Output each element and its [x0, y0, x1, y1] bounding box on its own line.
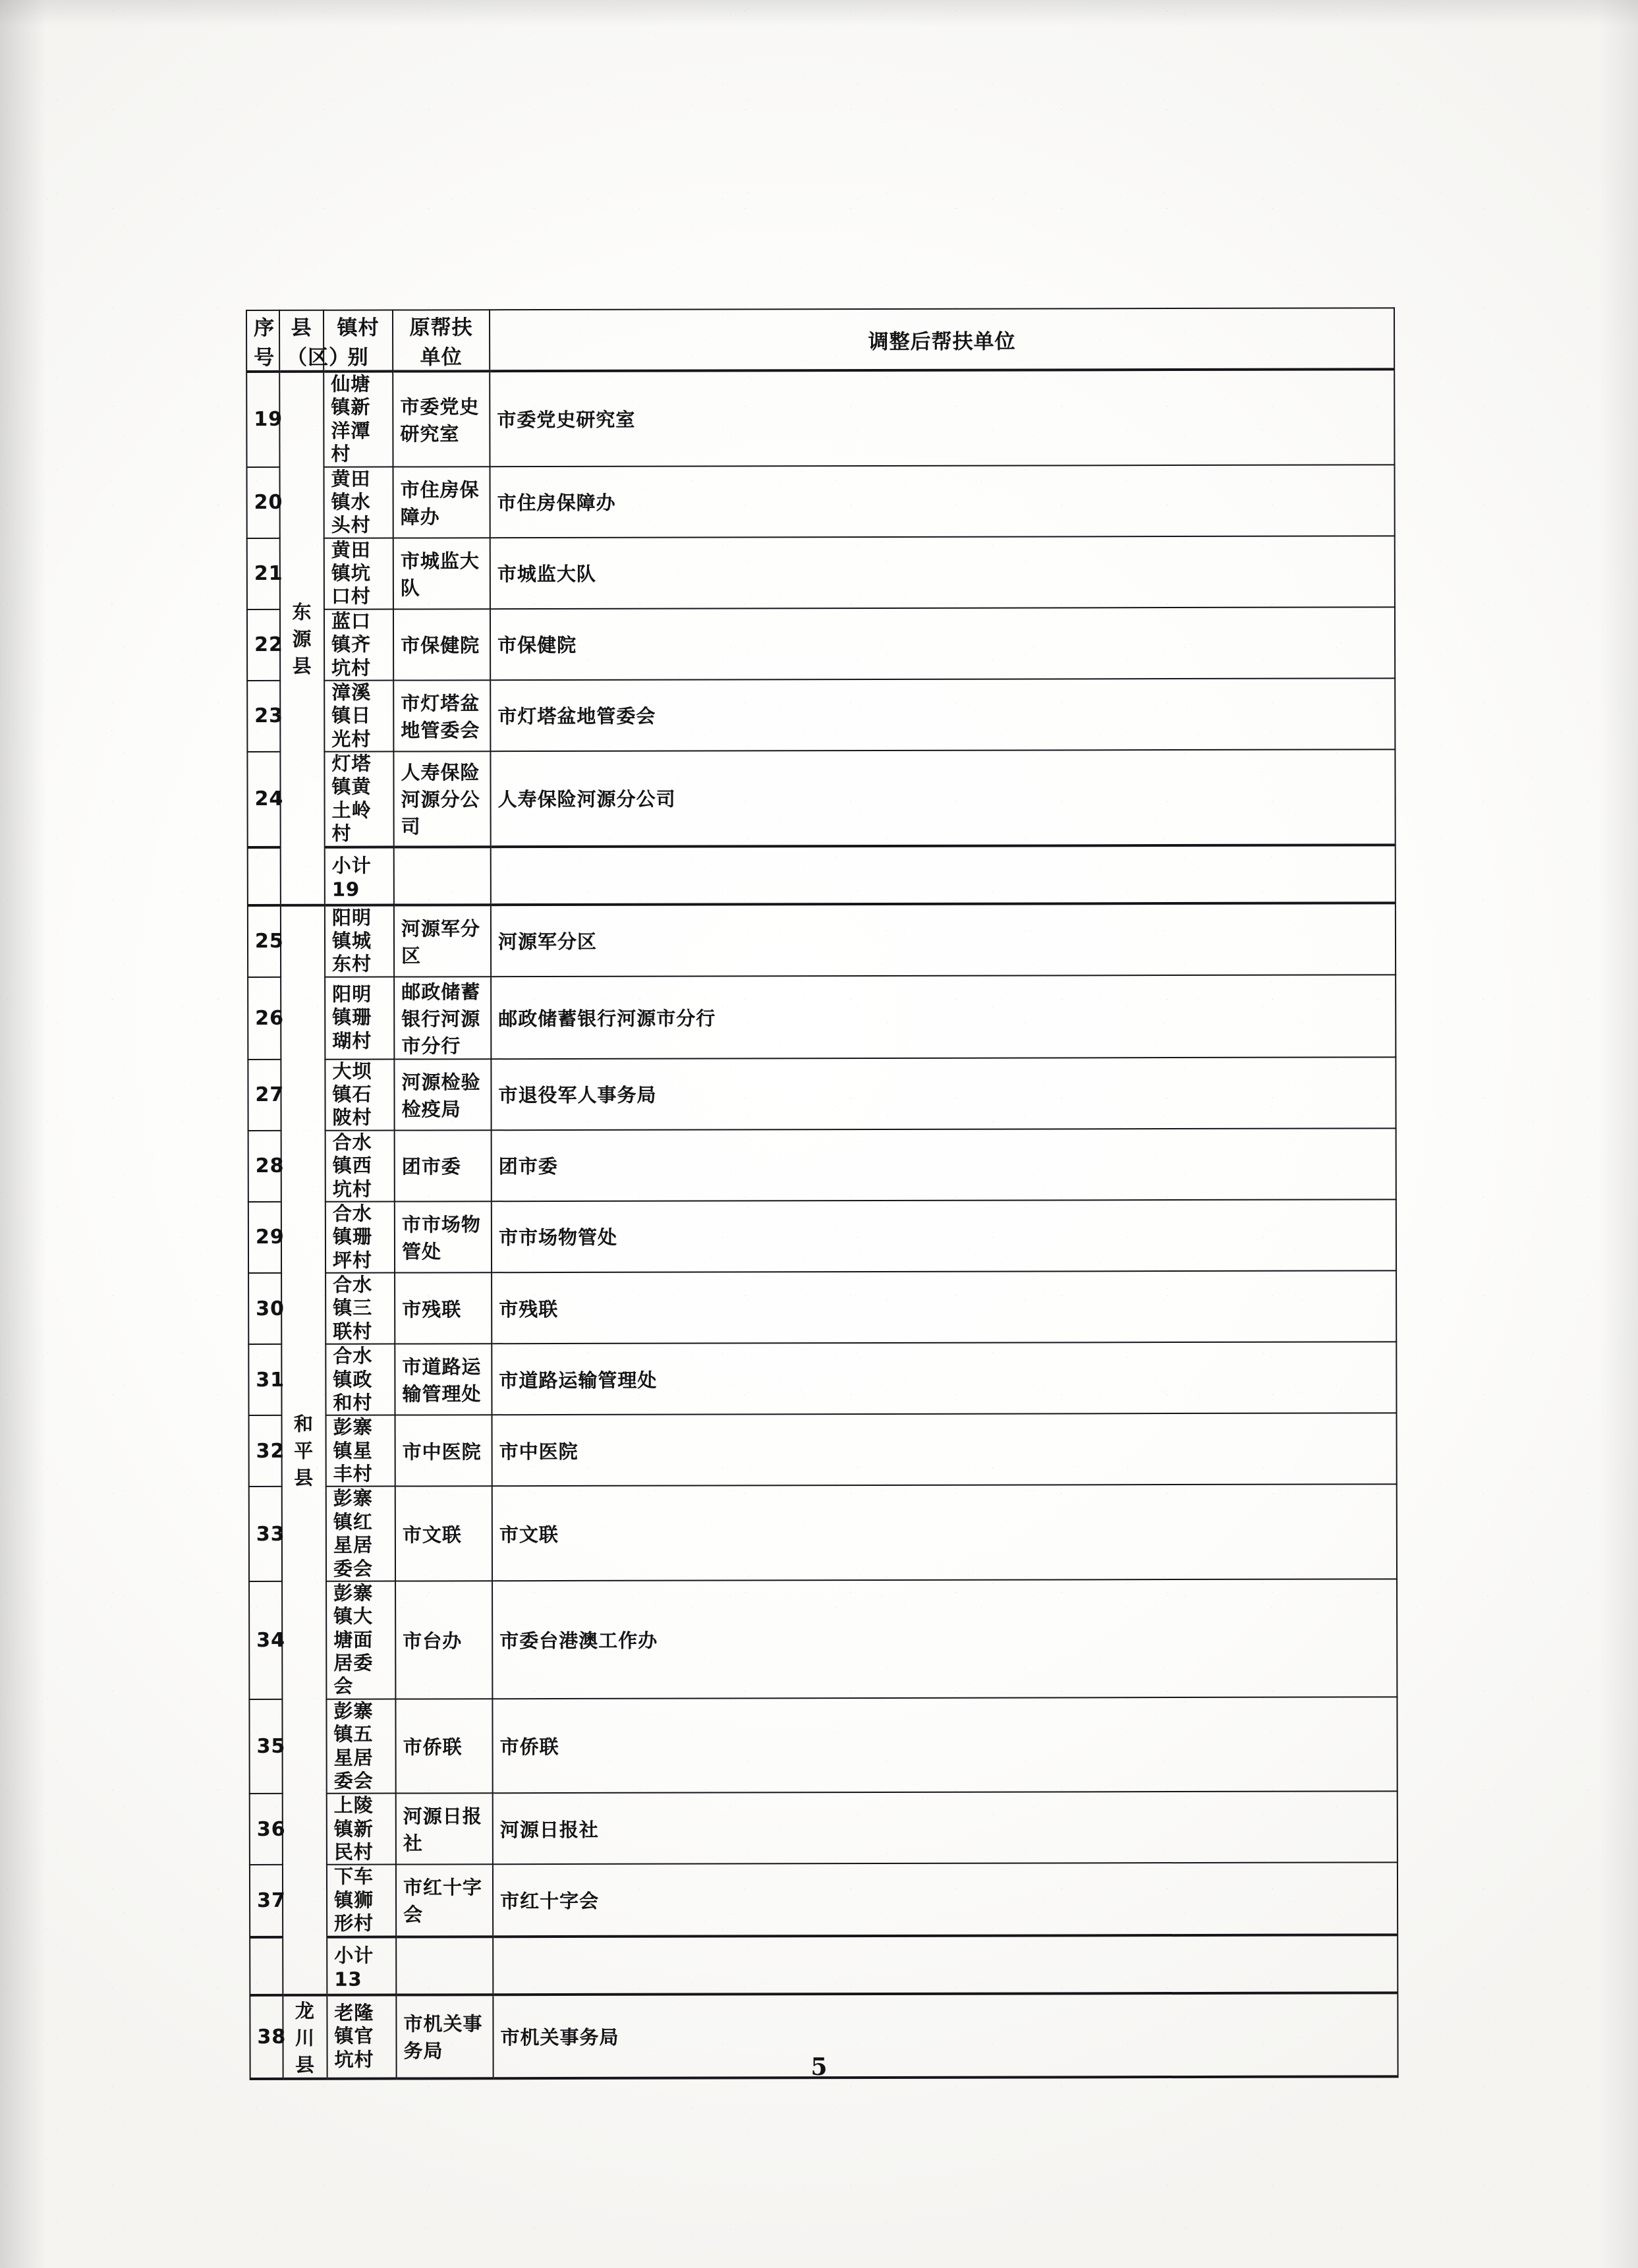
cell-town-village: 蓝口镇齐坑村 — [324, 609, 393, 680]
cell-adjusted-unit: 市委台港澳工作办 — [492, 1579, 1397, 1699]
cell-town-village: 合水镇三联村 — [325, 1273, 395, 1344]
cell-town-village: 彭寨镇五星居委会 — [326, 1699, 395, 1794]
table-row — [248, 1199, 1396, 1273]
cell-town-village: 合水镇珊坪村 — [325, 1201, 395, 1272]
cell-serial-number — [250, 1937, 283, 1995]
cell-original-unit: 河源日报社 — [396, 1793, 493, 1864]
cell-original-unit: 市保健院 — [393, 609, 490, 680]
cell-adjusted-unit — [493, 1935, 1398, 1995]
table-row — [250, 1792, 1398, 1865]
cell-serial-number: 27 — [248, 1060, 281, 1131]
assistance-unit-adjustment-table-container — [246, 307, 1398, 2080]
table-row — [246, 465, 1394, 538]
cell-town-village: 上陵镇新民村 — [327, 1794, 396, 1865]
cell-original-unit: 市文联 — [395, 1487, 492, 1581]
cell-original-unit: 团市委 — [395, 1130, 492, 1201]
cell-serial-number: 35 — [249, 1699, 282, 1794]
table-row — [248, 1270, 1396, 1344]
cell-original-unit: 河源检验检疫局 — [394, 1059, 491, 1130]
cell-adjusted-unit — [491, 845, 1396, 905]
cell-serial-number: 25 — [248, 905, 281, 977]
cell-adjusted-unit: 河源军分区 — [491, 903, 1396, 977]
cell-town-village: 黄田镇水头村 — [324, 467, 393, 538]
table-row — [246, 369, 1394, 467]
assistance-unit-adjustment-table — [246, 307, 1399, 2080]
cell-serial-number: 34 — [249, 1581, 282, 1699]
table-row — [248, 1128, 1396, 1202]
cell-adjusted-unit: 市红十字会 — [493, 1863, 1398, 1937]
table-row — [248, 1057, 1396, 1131]
cell-original-unit: 市灯塔盆地管委会 — [393, 680, 490, 751]
cell-original-unit: 人寿保险河源分公司 — [393, 751, 490, 847]
table-row — [247, 678, 1395, 752]
cell-serial-number: 22 — [247, 610, 280, 681]
cell-serial-number: 31 — [248, 1344, 281, 1415]
cell-original-unit: 河源军分区 — [394, 905, 491, 977]
cell-town-village: 合水镇西坑村 — [325, 1130, 395, 1201]
cell-adjusted-unit: 市委党史研究室 — [490, 369, 1394, 466]
cell-subtotal-label: 小计 19 — [325, 847, 394, 905]
cell-original-unit: 市住房保障办 — [393, 467, 490, 538]
cell-adjusted-unit: 市道路运输管理处 — [492, 1342, 1396, 1415]
table-row — [247, 536, 1395, 610]
cell-subtotal-label: 小计 13 — [327, 1937, 396, 1995]
table-body — [246, 369, 1398, 2078]
table-row — [249, 1579, 1397, 1699]
cell-town-village: 大坝镇石陂村 — [325, 1059, 394, 1130]
cell-town-village: 漳溪镇日光村 — [324, 680, 393, 751]
cell-serial-number: 32 — [249, 1415, 282, 1487]
cell-serial-number: 36 — [250, 1794, 283, 1865]
cell-serial-number: 19 — [246, 372, 279, 467]
cell-serial-number: 30 — [248, 1273, 281, 1344]
cell-adjusted-unit: 人寿保险河源分公司 — [490, 749, 1395, 846]
cell-county: 东源县 — [279, 372, 325, 905]
table-row — [249, 1697, 1397, 1794]
table-row — [250, 1863, 1398, 1937]
table-row — [249, 1485, 1397, 1581]
cell-town-village: 阳明镇珊瑚村 — [325, 977, 394, 1059]
cell-adjusted-unit: 河源日报社 — [493, 1792, 1398, 1865]
cell-town-village: 黄田镇坑口村 — [324, 538, 393, 609]
table-row — [247, 607, 1395, 681]
cell-original-unit: 市市场物管处 — [395, 1201, 492, 1272]
cell-original-unit — [396, 1937, 493, 1995]
cell-adjusted-unit: 市保健院 — [490, 607, 1395, 680]
cell-serial-number: 33 — [249, 1487, 282, 1581]
cell-original-unit: 市红十字会 — [396, 1865, 493, 1937]
column-header-adjusted-unit: 调整后帮扶单位 — [490, 308, 1394, 371]
cell-town-village: 灯塔镇黄土岭村 — [324, 752, 393, 847]
table-row — [247, 749, 1395, 847]
cell-adjusted-unit: 市市场物管处 — [492, 1199, 1396, 1272]
table-row — [248, 903, 1396, 977]
cell-original-unit: 市机关事务局 — [396, 1995, 493, 2078]
cell-serial-number: 37 — [250, 1865, 283, 1937]
cell-serial-number: 29 — [248, 1202, 281, 1273]
cell-original-unit: 市中医院 — [395, 1415, 492, 1486]
column-header-original-unit: 原帮扶单位 — [393, 310, 490, 371]
cell-original-unit: 市台办 — [395, 1581, 492, 1699]
cell-adjusted-unit: 市机关事务局 — [493, 1993, 1398, 2078]
cell-adjusted-unit: 市住房保障办 — [490, 465, 1394, 538]
table-subtotal-row — [250, 1935, 1398, 1995]
cell-county: 和平县 — [281, 905, 327, 1995]
cell-original-unit: 市委党史研究室 — [393, 371, 490, 467]
column-header-county: 县（区） — [279, 310, 324, 372]
cell-serial-number: 21 — [247, 538, 280, 610]
cell-serial-number: 38 — [250, 1995, 283, 2078]
cell-town-village: 下车镇狮形村 — [327, 1865, 396, 1937]
cell-town-village: 彭寨镇红星居委会 — [326, 1487, 395, 1581]
cell-adjusted-unit: 邮政储蓄银行河源市分行 — [491, 975, 1396, 1059]
cell-town-village: 仙塘镇新洋潭村 — [324, 372, 393, 467]
cell-original-unit — [394, 847, 491, 905]
cell-adjusted-unit: 团市委 — [492, 1128, 1396, 1201]
cell-adjusted-unit: 市侨联 — [492, 1697, 1397, 1793]
table-header — [246, 308, 1394, 372]
cell-serial-number: 20 — [246, 467, 279, 538]
column-header-town-village: 镇村别 — [324, 310, 393, 372]
cell-original-unit: 市侨联 — [395, 1699, 492, 1794]
cell-town-village: 彭寨镇大塘面居委会 — [326, 1581, 395, 1699]
cell-town-village: 合水镇政和村 — [325, 1344, 395, 1415]
cell-original-unit: 市道路运输管理处 — [395, 1344, 492, 1415]
cell-adjusted-unit: 市退役军人事务局 — [491, 1057, 1396, 1130]
cell-original-unit: 市残联 — [395, 1272, 492, 1344]
cell-serial-number — [248, 847, 281, 905]
cell-adjusted-unit: 市中医院 — [492, 1413, 1397, 1487]
table-row — [248, 975, 1396, 1060]
cell-adjusted-unit: 市文联 — [492, 1485, 1397, 1581]
cell-serial-number: 24 — [247, 752, 280, 847]
cell-original-unit: 市城监大队 — [393, 538, 490, 609]
cell-adjusted-unit: 市城监大队 — [490, 536, 1395, 609]
column-header-serial-number: 序号 — [246, 310, 279, 372]
table-subtotal-row — [248, 845, 1396, 905]
table-row — [249, 1413, 1397, 1487]
table-header-row — [246, 308, 1394, 372]
page-number: 5 — [810, 2053, 828, 2081]
table-row — [248, 1342, 1396, 1415]
cell-adjusted-unit: 市灯塔盆地管委会 — [490, 678, 1395, 751]
cell-serial-number: 26 — [248, 977, 281, 1060]
cell-town-village: 彭寨镇星丰村 — [326, 1415, 395, 1487]
cell-adjusted-unit: 市残联 — [492, 1270, 1396, 1344]
cell-county: 龙川县 — [283, 1995, 327, 2078]
cell-original-unit: 邮政储蓄银行河源市分行 — [394, 977, 491, 1059]
cell-town-village: 阳明镇城东村 — [325, 905, 394, 977]
cell-town-village: 老隆镇官坑村 — [327, 1995, 396, 2078]
cell-serial-number: 23 — [247, 681, 280, 752]
cell-serial-number: 28 — [248, 1131, 281, 1202]
